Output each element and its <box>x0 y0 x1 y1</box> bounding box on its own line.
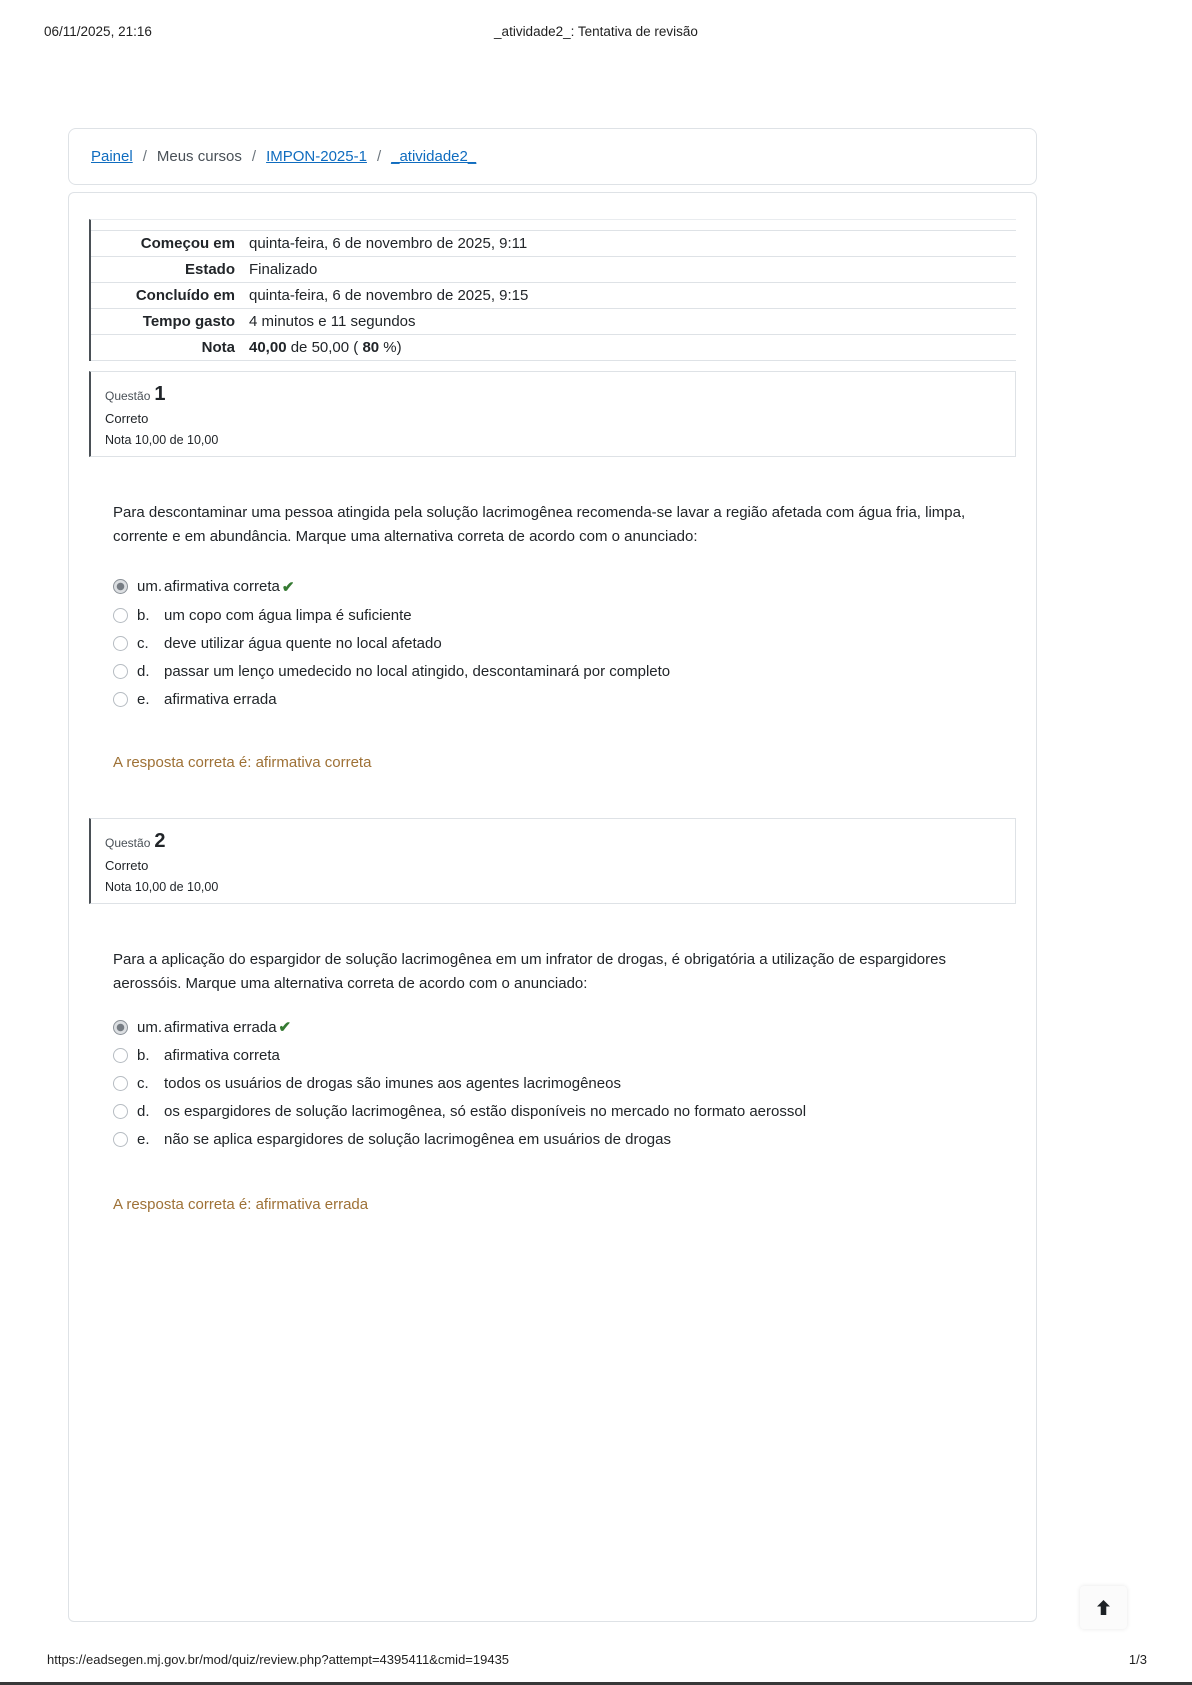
summary-label: Concluído em <box>135 287 235 304</box>
radio-button-selected[interactable] <box>113 579 128 594</box>
option-text: os espargidores de solução lacrimogênea, só estão disponíveis no mercado no formato aerossol <box>164 1103 807 1121</box>
question-status: Correto <box>105 411 149 426</box>
scroll-to-top-button[interactable] <box>1080 1586 1127 1629</box>
option-e <box>113 691 993 708</box>
radio-button[interactable] <box>113 1132 128 1147</box>
grade-number: 40,00 <box>249 339 287 356</box>
print-footer <box>0 1652 1192 1667</box>
question-2 <box>89 818 1016 1214</box>
option-c <box>113 635 993 652</box>
arrow-up-icon <box>1094 1598 1113 1617</box>
summary-value: quinta-feira, 6 de novembro de 2025, 9:15 <box>249 287 529 304</box>
question-1-body <box>113 501 993 771</box>
option-letter: c. <box>137 1075 149 1093</box>
question-number: Questão 1 <box>105 383 166 405</box>
option-e <box>113 1131 993 1148</box>
option-letter: um. <box>137 1018 163 1036</box>
option-a <box>113 578 993 596</box>
breadcrumb-item-meus-cursos: Meus cursos <box>156 148 242 165</box>
radio-button[interactable] <box>113 608 128 623</box>
summary-label: Tempo gasto <box>142 313 235 330</box>
option-text: afirmativa errada <box>164 1018 277 1036</box>
option-text: passar um lenço umedecido no local atingido, descontaminará por completo <box>164 662 671 680</box>
question-status: Correto <box>105 857 149 873</box>
right-answer-feedback: A resposta correta é: afirmativa errada <box>113 1196 369 1214</box>
question-mark: Nota 10,00 de 10,00 <box>105 433 219 447</box>
option-text: todos os usuários de drogas são imunes aos agentes lacrimogêneos <box>164 1075 621 1093</box>
option-letter: um. <box>137 578 163 596</box>
radio-button[interactable] <box>113 636 128 651</box>
breadcrumb-link-painel[interactable]: Painel <box>91 148 133 165</box>
breadcrumb-link-activity[interactable]: _atividade2_ <box>391 148 477 165</box>
question-mark: Nota 10,00 de 10,00 <box>105 879 219 894</box>
question-1 <box>89 371 1016 771</box>
question-2-body <box>113 948 993 1214</box>
breadcrumb-separator: / <box>251 148 257 165</box>
summary-row-started <box>91 231 1016 257</box>
option-text: não se aplica espargidores de solução lacrimogênea em usuários de drogas <box>164 1131 671 1149</box>
correct-check-icon: ✔ <box>278 1019 292 1037</box>
summary-label: Começou em <box>140 235 235 252</box>
option-d <box>113 663 993 680</box>
summary-value: quinta-feira, 6 de novembro de 2025, 9:11 <box>249 235 528 252</box>
question-number: Questão 2 <box>105 829 166 852</box>
option-letter: d. <box>137 662 150 680</box>
summary-grade-value: 40,00 de 50,00 ( 80 %) <box>249 339 402 356</box>
option-b <box>113 607 993 624</box>
correct-check-icon: ✔ <box>281 578 295 596</box>
summary-row-state <box>91 257 1016 283</box>
option-letter: b. <box>137 606 150 624</box>
option-text: deve utilizar água quente no local afetado <box>164 634 442 652</box>
answer-options <box>113 1018 993 1148</box>
right-answer-feedback: A resposta correta é: afirmativa correta <box>113 753 372 771</box>
question-1-info-box <box>89 371 1016 457</box>
summary-row-timetaken <box>91 309 1016 335</box>
print-header <box>0 24 1192 42</box>
footer-url: https://eadsegen.mj.gov.br/mod/quiz/review.php?attempt=4395411&cmid=19435 <box>47 1652 510 1667</box>
review-content-card <box>68 192 1037 1622</box>
radio-button[interactable] <box>113 1076 128 1091</box>
option-text: afirmativa correta <box>164 578 280 596</box>
option-letter: e. <box>137 690 150 708</box>
radio-button[interactable] <box>113 692 128 707</box>
option-text: afirmativa errada <box>164 690 277 708</box>
option-letter: b. <box>137 1047 150 1065</box>
summary-value: 4 minutos e 11 segundos <box>249 313 416 330</box>
breadcrumb-link-course[interactable]: IMPON-2025-1 <box>266 148 367 165</box>
option-letter: c. <box>137 634 149 652</box>
breadcrumb-separator: / <box>376 148 382 165</box>
option-letter: d. <box>137 1103 150 1121</box>
radio-button[interactable] <box>113 1104 128 1119</box>
radio-button[interactable] <box>113 1048 128 1063</box>
grade-percent: 80 <box>362 339 380 356</box>
option-text: afirmativa correta <box>164 1047 280 1065</box>
answer-options <box>113 578 993 708</box>
question-text: Para a aplicação do espargidor de solução lacrimogênea em um infrator de drogas, é obrigatória a utilização de espargidores aerossóis. Marque uma alternativa correta de acordo com o anunciado: <box>113 950 946 992</box>
breadcrumb-separator: / <box>142 148 147 165</box>
option-b <box>113 1047 993 1064</box>
attempt-summary <box>89 219 1016 361</box>
print-datetime: 06/11/2025, 21:16 <box>44 24 152 39</box>
breadcrumb <box>68 128 1037 185</box>
option-d <box>113 1103 993 1120</box>
radio-button[interactable] <box>113 664 128 679</box>
question-2-info-box <box>89 818 1016 904</box>
summary-row-completed <box>91 283 1016 309</box>
option-a <box>113 1018 993 1036</box>
radio-button-selected[interactable] <box>113 1020 128 1035</box>
option-c <box>113 1075 993 1092</box>
print-title: _atividade2_: Tentativa de revisão <box>494 24 698 39</box>
summary-label: Estado <box>184 261 235 278</box>
option-letter: e. <box>137 1131 150 1149</box>
question-text: Para descontaminar uma pessoa atingida pela solução lacrimogênea recomenda-se lavar a região afetada com água fria, limpa, corrente e em abundância. Marque uma alternativa correta de acordo com o anunciado: <box>113 504 966 546</box>
option-text: um copo com água limpa é suficiente <box>164 606 412 624</box>
summary-row-grade <box>91 335 1016 361</box>
summary-value: Finalizado <box>249 261 318 278</box>
summary-label: Nota <box>201 339 235 356</box>
footer-page-number: 1/3 <box>1128 1652 1147 1667</box>
